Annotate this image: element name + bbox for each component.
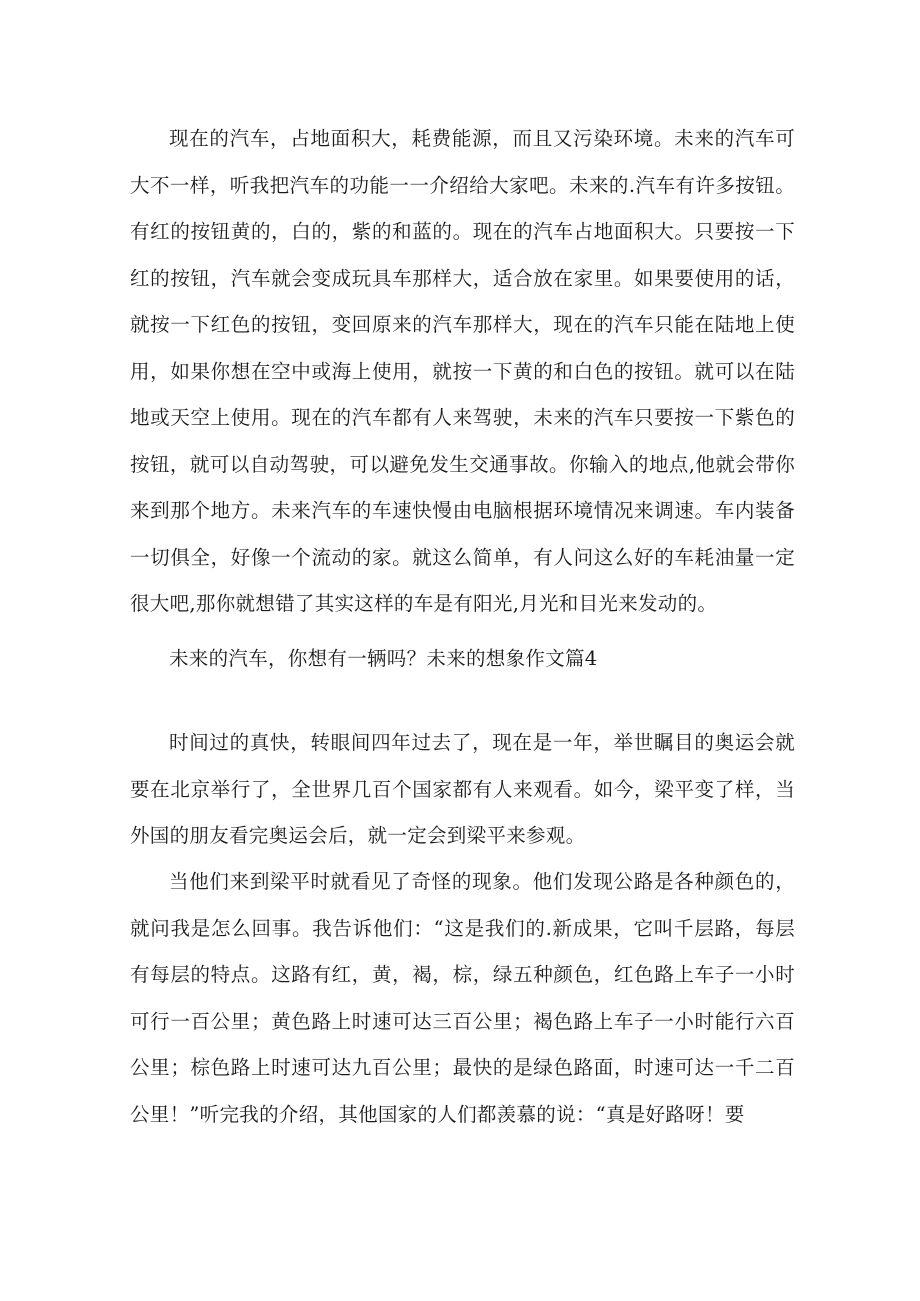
paragraph-future-car: 现在的汽车，占地面积大，耗费能源，而且又污染环境。未来的汽车可大不一样，听我把汽车的功能一一介绍给大家吧。未来的.汽车有许多按钮。有红的按钮黄的，白的，紫的和蓝的。现在的汽车占地面积大。只要按一下红的按钮，汽车就会变成玩具车那样大，适合放在家里。如果要使用的话，就按一下红色的按钮，变回原来的汽车那样大，现在的汽车只能在陆地上使用，如果你想在空中或海上使用，就按一下黄的和白色的按钮。就可以在陆地或天空上使用。现在的汽车都有人来驾驶，未来的汽车只要按一下紫色的按钮，就可以自动驾驶，可以避免发生交通事故。你输入的地点,他就会带你来到那个地方。未来汽车的车速快慢由电脑根据环境情况来调速。车内装备一切俱全，好像一个流动的家。就这么简单，有人问这么好的车耗油量一定很大吧,那你就想错了其实这样的车是有阳光,月光和目光来发动的。 <box>130 127 795 615</box>
section-heading: 未来的汽车，你想有一辆吗？未来的想象作文篇4 <box>169 647 598 670</box>
paragraph-colored-roads: 当他们来到梁平时就看见了奇怪的现象。他们发现公路是各种颜色的，就问我是怎么回事。我告诉他们：“这是我们的.新成果，它叫千层路，每层有每层的特点。这路有红，黄，褐，棕，绿五种颜色，红色路上车子一小时可行一百公里；黄色路上时速可达三百公里；褐色路上车子一小时能行六百公里；棕色路上时速可达九百公里；最快的是绿色路面，时速可达一千二百公里！”听完我的介绍，其他国家的人们都羡慕的说：“真是好路呀！要 <box>130 870 795 1126</box>
paragraph-olympics: 时间过的真快，转眼间四年过去了，现在是一年，举世瞩目的奥运会就要在北京举行了，全世界几百个国家都有人来观看。如今，梁平变了样，当外国的朋友看完奥运会后，就一定会到梁平来参观。 <box>130 731 795 847</box>
